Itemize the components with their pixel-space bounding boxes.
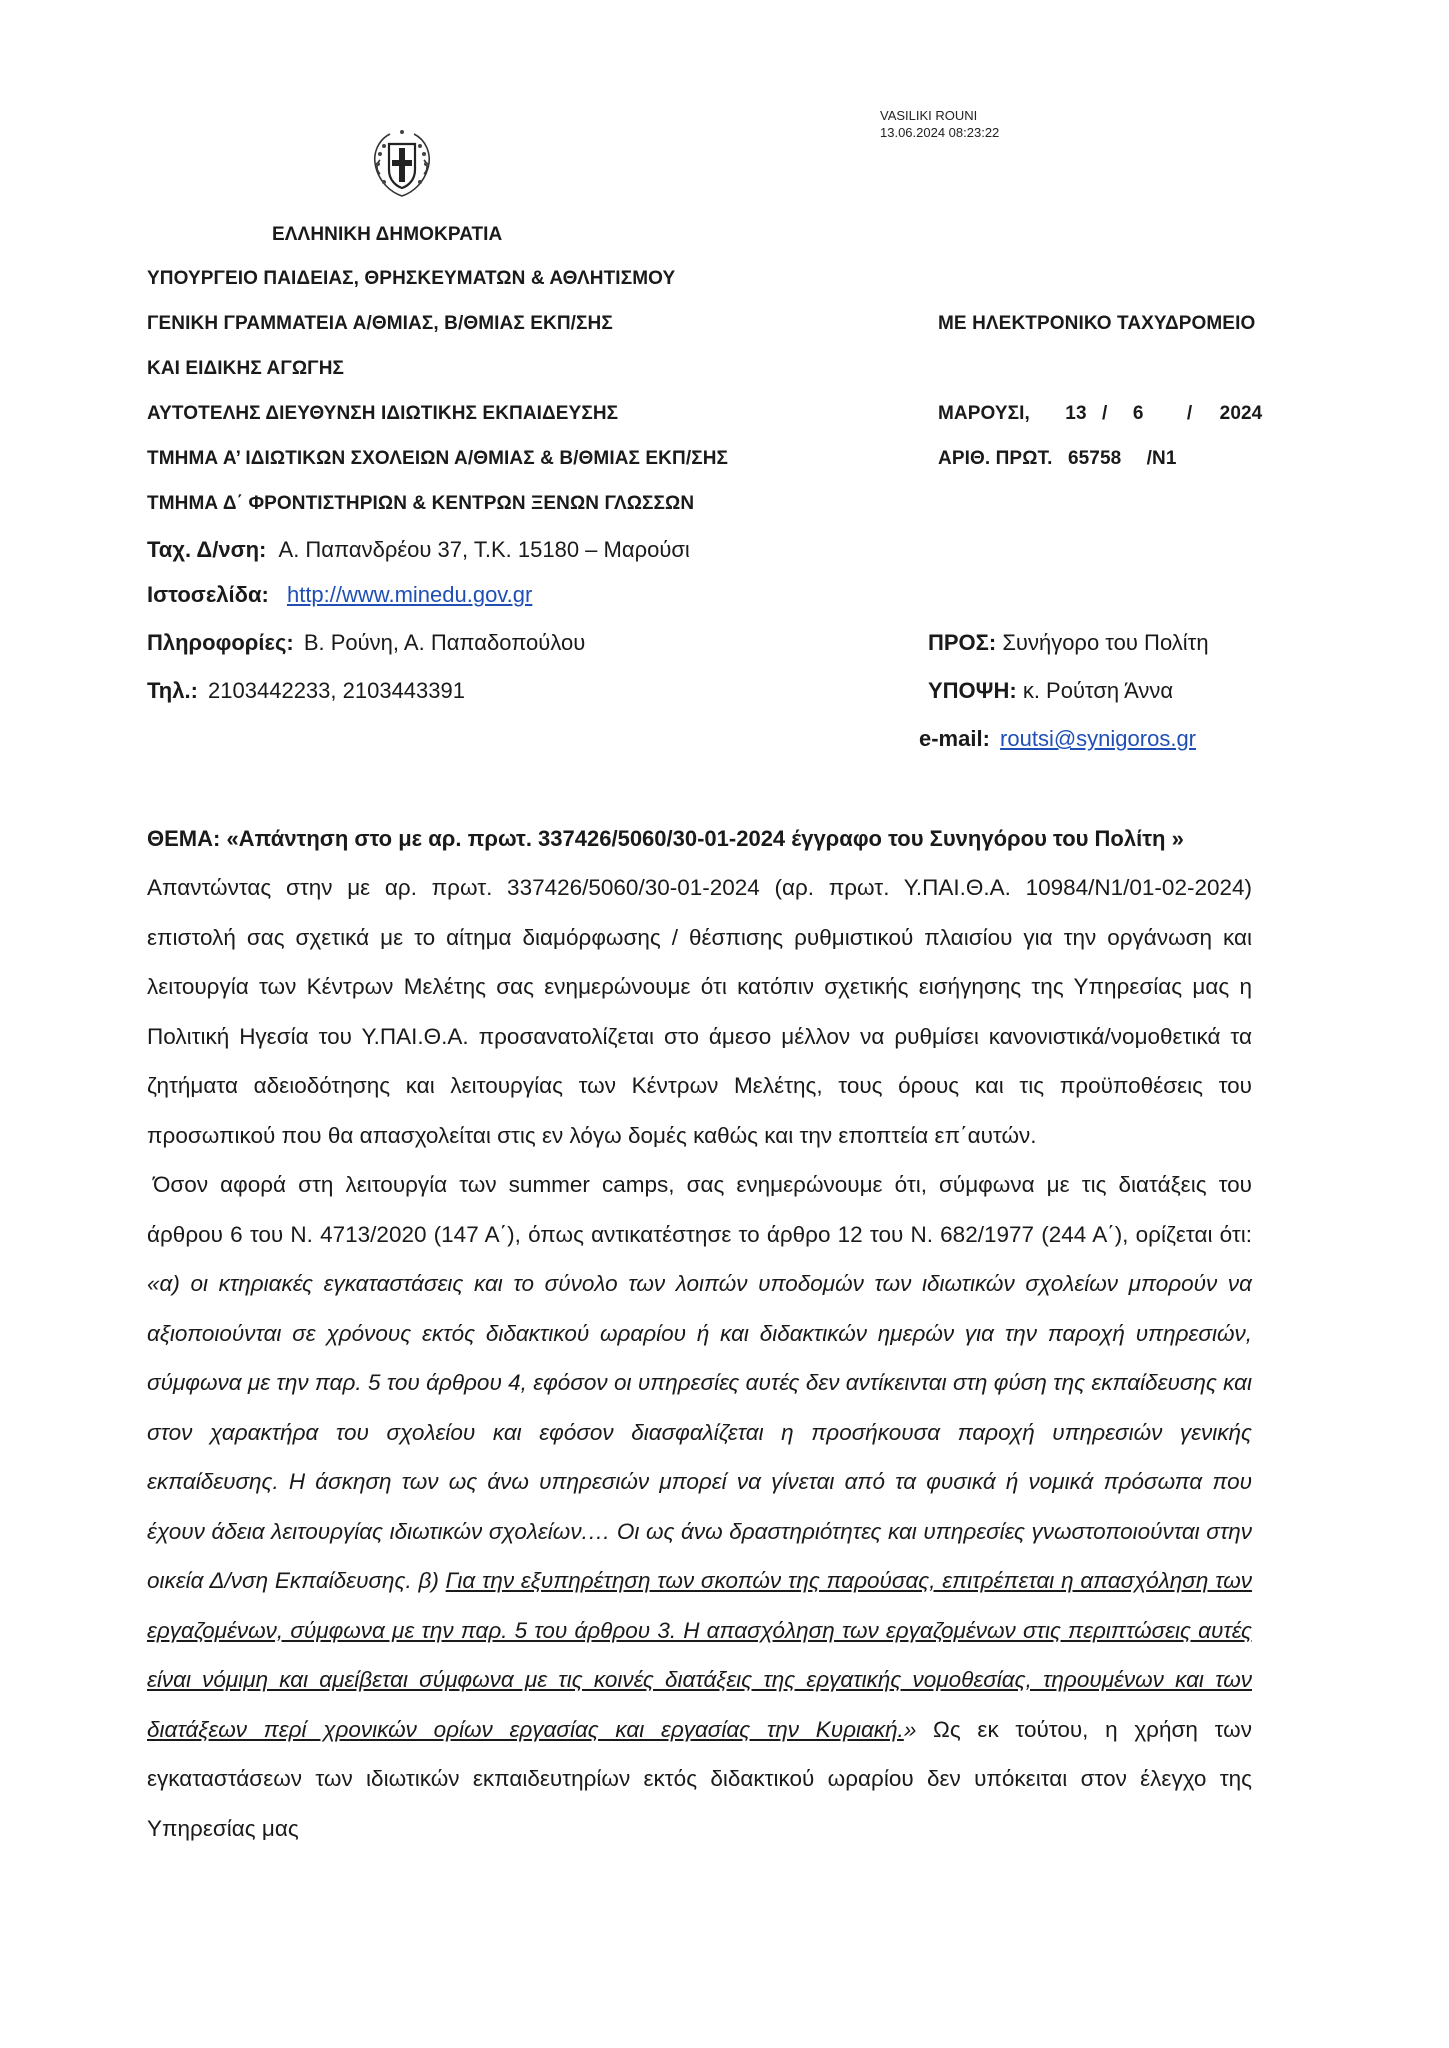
signature-stamp [880, 107, 999, 141]
email-link[interactable]: routsi@synigoros.gr [1000, 726, 1197, 751]
date-line [938, 403, 1262, 425]
republic-title: ΕΛΛΗΝΙΚΗ ΔΗΜΟΚΡΑΤΙΑ [272, 224, 503, 245]
letter-body [147, 863, 1252, 1853]
website-line [147, 582, 532, 608]
phone-line [147, 678, 465, 704]
date-place: ΜΑΡΟΥΣΙ, [938, 403, 1030, 424]
protocol-line [938, 448, 1177, 470]
address-line [147, 537, 690, 563]
paragraph-2-outro: Ως εκ τούτου, η χρήση των εγκαταστάσεων των ιδιωτικών εκπαιδευτηρίων εκτός διδακτικού ωραρίου δεν υπόκειται στον έλεγχο της Υπηρεσίας μας [147, 1716, 1252, 1841]
protocol-suffix: /Ν1 [1146, 448, 1177, 469]
law-quote-close: » [903, 1716, 917, 1742]
website-link[interactable]: http://www.minedu.gov.gr [286, 582, 533, 607]
date-sep-1: / [1102, 403, 1108, 424]
address-label: Ταχ. Δ/νση: [147, 537, 267, 562]
paragraph-2-intro: Όσον αφορά στη λειτουργία των summer camps, σας ενημερώνουμε ότι, σύμφωνα με τις διατάξεις του άρθρου 6 του Ν. 4713/2020 (147 Α΄), όπως αντικατέστησε το άρθρο 12 του Ν. 682/1977 (244 Α΄), ορίζεται ότι: [147, 1172, 1252, 1247]
secretariat-line2: ΚΑΙ ΕΙΔΙΚΗΣ ΑΓΩΓΗΣ [147, 358, 345, 379]
email-line [919, 726, 1196, 752]
attention-line [928, 678, 1173, 704]
address-value: Α. Παπανδρέου 37, Τ.Κ. 15180 – Μαρούσι [278, 537, 690, 562]
info-label: Πληροφορίες: [147, 630, 294, 655]
directorate-title: ΑΥΤΟΤΕΛΗΣ ΔΙΕΥΘΥΝΣΗ ΙΔΙΩΤΙΚΗΣ ΕΚΠΑΙΔΕΥΣΗΣ [147, 403, 619, 424]
info-value: Β. Ρούνη, Α. Παπαδοπούλου [303, 630, 586, 655]
department-a-title: ΤΜΗΜΑ Α’ ΙΔΙΩΤΙΚΩΝ ΣΧΟΛΕΙΩΝ Α/ΘΜΙΑΣ & Β/ΘΜΙΑΣ ΕΚΠ/ΣΗΣ [147, 448, 729, 469]
date-year: 2024 [1219, 403, 1263, 424]
greek-coat-of-arms-emblem [362, 124, 442, 204]
info-line [147, 630, 585, 656]
body-paragraph-2 [147, 1160, 1252, 1853]
secretariat-line1: ΓΕΝΙΚΗ ΓΡΑΜΜΑΤΕΙΑ Α/ΘΜΙΑΣ, Β/ΘΜΙΑΣ ΕΚΠ/ΣΗΣ [147, 313, 613, 334]
department-d-title: ΤΜΗΜΑ Δ΄ ΦΡΟΝΤΙΣΤΗΡΙΩΝ & ΚΕΝΤΡΩΝ ΞΕΝΩΝ ΓΛΩΣΣΩΝ [147, 493, 695, 514]
website-label: Ιστοσελίδα: [147, 582, 269, 607]
phone-label: Τηλ.: [147, 678, 198, 703]
signature-datetime: 13.06.2024 08:23:22 [880, 125, 1000, 140]
date-day: 13 [1065, 403, 1087, 424]
attention-label: ΥΠΟΨΗ: [928, 678, 1017, 703]
recipient-value: Συνήγορο του Πολίτη [1002, 630, 1209, 655]
date-month: 6 [1132, 403, 1144, 424]
recipient-line [928, 630, 1209, 656]
body-paragraph-1: Απαντώντας στην με αρ. πρωτ. 337426/5060/30-01-2024 (αρ. πρωτ. Υ.ΠΑΙ.Θ.Α. 10984/Ν1/01-02-2024) επιστολή σας σχετικά με το αίτημα διαμόρφωσης / θέσπισης ρυθμιστικού πλαισίου για την οργάνωση και λειτουργία των Κέντρων Μελέτης σας ενημερώνουμε ότι κατόπιν σχετικής εισήγησης της Υπηρεσίας μας η Πολιτική Ηγεσία του Υ.ΠΑΙ.Θ.Α. προσανατολίζεται στο άμεσο μέλλον να ρυθμίσει κανονιστικά/νομοθετικά τα ζητήματα αδειοδότησης και λειτουργίας των Κέντρων Μελέτης, τους όρους και τις προϋποθέσεις του προσωπικού που θα απασχολείται στις εν λόγω δομές καθώς και την εποπτεία επ΄αυτών. [147, 875, 1252, 1148]
phone-value: 2103442233, 2103443391 [208, 678, 465, 703]
law-quote-part-a: «α) οι κτηριακές εγκαταστάσεις και το σύνολο των λοιπών υποδομών των ιδιωτικών σχολείων μπορούν να αξιοποιούνται σε χρόνους εκτός διδακτικού ωραρίου ή και διδακτικών ημερών για την παροχή υπηρεσιών, σύμφωνα με την παρ. 5 του άρθρου 4, εφόσον οι υπηρεσίες αυτές δεν αντίκεινται στη φύση της εκπαίδευσης και στον χαρακτήρα του σχολείου και εφόσον διασφαλίζεται η προσήκουσα παροχή υπηρεσιών γενικής εκπαίδευσης. Η άσκηση των ως άνω υπηρεσιών μπορεί να γίνεται από τα φυσικά ή νομικά πρόσωπα που έχουν άδεια λειτουργίας ιδιωτικών σχολείων.… Οι ως άνω δραστηριότητες και υπηρεσίες γνωστοποιούνται στην οικεία Δ/νση Εκπαίδευσης. β) [147, 1271, 1252, 1593]
signature-name: VASILIKI ROUNI [880, 108, 978, 123]
protocol-label: ΑΡΙΘ. ΠΡΩΤ. [938, 448, 1053, 469]
delivery-method: ΜΕ ΗΛΕΚΤΡΟΝΙΚΟ ΤΑΧΥΔΡΟΜΕΙΟ [938, 313, 1256, 334]
email-label: e-mail: [919, 726, 990, 751]
subject-line: ΘΕΜΑ: «Απάντηση στο με αρ. πρωτ. 337426/5060/30-01-2024 έγγραφο του Συνηγόρου του Πολίτη » [147, 826, 1184, 851]
recipient-label: ΠΡΟΣ: [928, 630, 997, 655]
ministry-title: ΥΠΟΥΡΓΕΙΟ ΠΑΙΔΕΙΑΣ, ΘΡΗΣΚΕΥΜΑΤΩΝ & ΑΘΛΗΤΙΣΜΟΥ [147, 268, 676, 289]
law-quote-part-b: Για την εξυπηρέτηση των σκοπών της παρούσας, επιτρέπεται η απασχόληση των εργαζομένων, σύμφωνα με την παρ. 5 του άρθρου 3. Η απασχόληση των εργαζομένων στις περιπτώσεις αυτές είναι νόμιμη και αμείβεται σύμφωνα με τις κοινές διατάξεις της εργατικής νομοθεσίας, τηρουμένων και των διατάξεων περί χρονικών ορίων εργασίας και εργασίας την Κυριακή. [147, 1568, 1252, 1742]
protocol-number: 65758 [1067, 448, 1122, 469]
attention-value: κ. Ρούτση Άννα [1022, 678, 1174, 703]
date-sep-2: / [1186, 403, 1193, 424]
